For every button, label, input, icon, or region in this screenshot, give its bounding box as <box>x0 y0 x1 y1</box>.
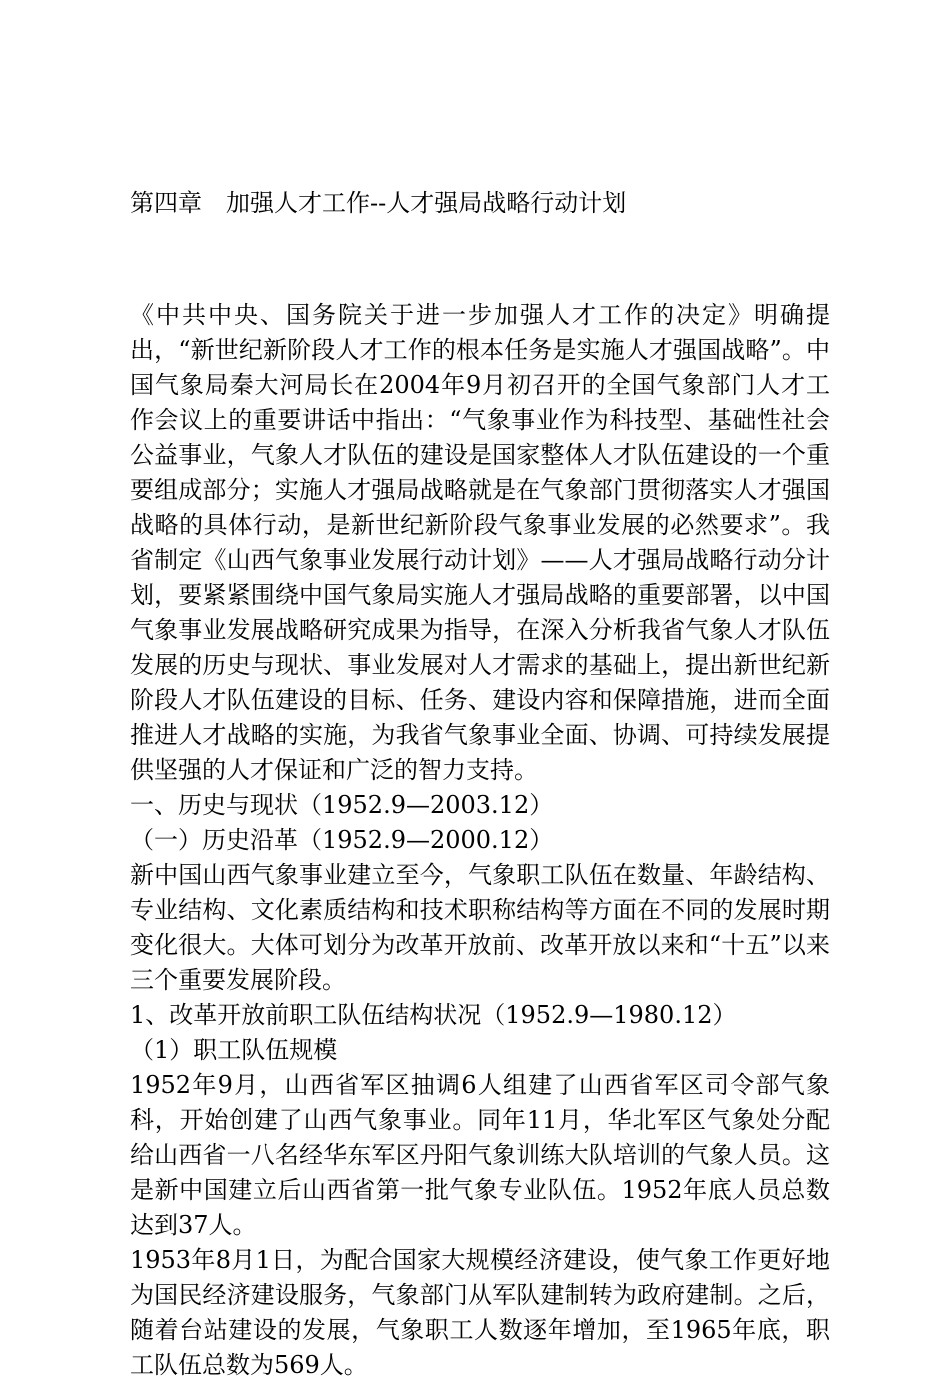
history-overview-paragraph: 新中国山西气象事业建立至今，气象职工队伍在数量、年龄结构、专业结构、文化素质结构和技术职称结构等方面在不同的发展时期变化很大。大体可划分为改革开放前、改革开放以来和“十五”以来三个重要发展阶段。 <box>130 861 830 994</box>
subsection-heading-workforce-scale: （1）职工队伍规模 <box>130 1036 338 1064</box>
paragraph-1952: 1952年9月，山西省军区抽调6人组建了山西省军区司令部气象科，开始创建了山西气象事业。同年11月，华北军区气象处分配给山西省一八名经华东军区丹阳气象训练大队培训的气象人员。这是新中国建立后山西省第一批气象专业队伍。1952年底人员总数达到37人。 <box>130 1071 830 1239</box>
document-body <box>130 298 830 1383</box>
intro-paragraph: 《中共中央、国务院关于进一步加强人才工作的决定》明确提出，“新世纪新阶段人才工作的根本任务是实施人才强国战略”。中国气象局秦大河局长在2004年9月初召开的全国气象部门人才工作会议上的重要讲话中指出：“气象事业作为科技型、基础性社会公益事业，气象人才队伍的建设是国家整体人才队伍建设的一个重要组成部分；实施人才强局战略就是在气象部门贯彻落实人才强国战略的具体行动，是新世纪新阶段气象事业发展的必然要求”。我省制定《山西气象事业发展行动计划》——人才强局战略行动分计划，要紧紧围绕中国气象局实施人才强局战略的重要部署，以中国气象事业发展战略研究成果为指导，在深入分析我省气象人才队伍发展的历史与现状、事业发展对人才需求的基础上，提出新世纪新阶段人才队伍建设的目标、任务、建设内容和保障措施，进而全面推进人才战略的实施，为我省气象事业全面、协调、可持续发展提供坚强的人才保证和广泛的智力支持。 <box>130 301 830 784</box>
paragraph-1953: 1953年8月1日，为配合国家大规模经济建设，使气象工作更好地为国民经济建设服务，气象部门从军队建制转为政府建制。之后，随着台站建设的发展，气象职工人数逐年增加，至1965年底，职工队伍总数为569人。 <box>130 1246 830 1379</box>
subsection-heading-history: （一）历史沿革（1952.9—2000.12） <box>130 826 554 854</box>
section-heading-history-status: 一、历史与现状（1952.9—2003.12） <box>130 791 554 819</box>
subsection-heading-pre-reform: 1、改革开放前职工队伍结构状况（1952.9—1980.12） <box>130 1001 737 1029</box>
chapter-title: 第四章 加强人才工作--人才强局战略行动计划 <box>130 189 627 217</box>
